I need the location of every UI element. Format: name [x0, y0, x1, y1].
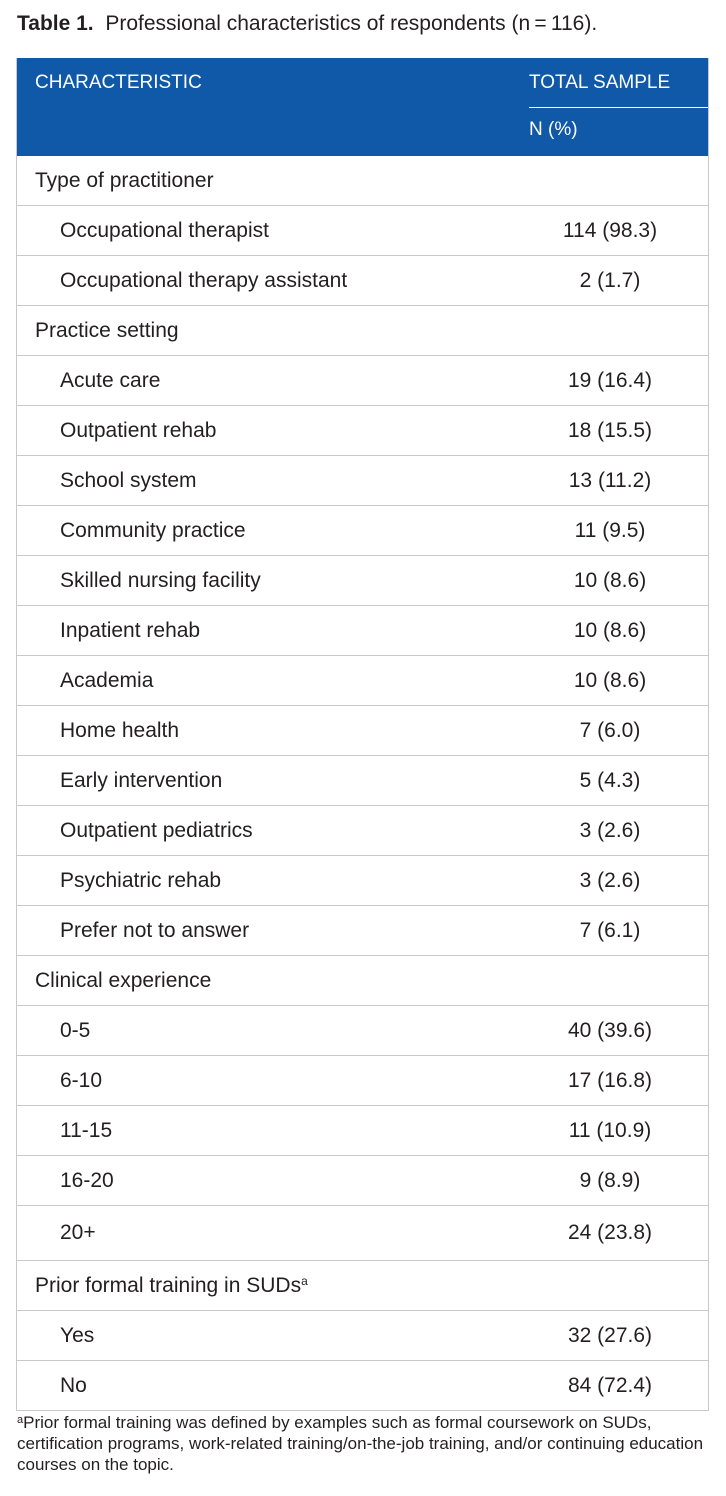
row-value: 32 (27.6) [567, 1323, 653, 1347]
row-label: School system [60, 468, 197, 492]
table-caption [17, 12, 597, 36]
footnote-marker: a [17, 1414, 24, 1426]
header-total-sample: TOTAL SAMPLE [529, 72, 671, 93]
section-title [35, 969, 211, 993]
row-value: 10 (8.6) [573, 568, 647, 592]
row-label: 11-15 [60, 1118, 113, 1142]
row-label: Psychiatric rehab [60, 868, 222, 892]
table-row [17, 755, 708, 805]
table-row [17, 905, 708, 955]
table-row [17, 805, 708, 855]
row-label: 0-5 [60, 1018, 91, 1042]
row-label: Yes [60, 1323, 95, 1347]
section-title [35, 319, 179, 343]
row-value: 114 (98.3) [562, 218, 658, 242]
row-label: Occupational therapist [60, 218, 269, 242]
section-title [35, 1274, 308, 1298]
section-title [35, 169, 214, 193]
table-row [17, 255, 708, 305]
header-divider [529, 107, 708, 108]
row-value: 13 (11.2) [568, 468, 652, 492]
table-row [17, 1205, 708, 1260]
section-title-text: Practice setting [35, 318, 179, 342]
row-label: Prefer not to answer [60, 918, 250, 942]
row-value: 84 (72.4) [567, 1373, 653, 1397]
section-row [17, 305, 708, 355]
row-label: Skilled nursing facility [60, 568, 261, 592]
table-row [17, 705, 708, 755]
row-value: 3 (2.6) [579, 818, 641, 842]
table-row [17, 855, 708, 905]
row-label: Academia [60, 668, 154, 692]
row-value: 2 (1.7) [579, 268, 641, 292]
row-label: Occupational therapy assistant [60, 268, 348, 292]
row-value: 24 (23.8) [567, 1221, 653, 1244]
row-label: Early intervention [60, 768, 223, 792]
table-title: Professional characteristics of respondents (n = 116). [105, 12, 598, 35]
table-row [17, 1310, 708, 1360]
row-label: 6-10 [60, 1068, 103, 1092]
table-row [17, 355, 708, 405]
row-value: 40 (39.6) [567, 1018, 653, 1042]
row-value: 3 (2.6) [579, 868, 641, 892]
section-title-text: Type of practitioner [35, 168, 214, 192]
table-row [17, 605, 708, 655]
row-label: Home health [60, 718, 180, 742]
table-row [17, 1105, 708, 1155]
row-label: Inpatient rehab [60, 618, 201, 642]
row-value: 11 (10.9) [568, 1118, 652, 1142]
table-header [17, 58, 708, 156]
section-row [17, 156, 708, 205]
row-value: 17 (16.8) [567, 1068, 653, 1092]
table-footnote [17, 1410, 717, 1475]
row-value: 5 (4.3) [579, 768, 641, 792]
row-value: 18 (15.5) [567, 418, 653, 442]
row-label: Community practice [60, 518, 246, 542]
section-title-text: Clinical experience [35, 968, 212, 992]
row-label: No [60, 1373, 87, 1397]
row-value: 11 (9.5) [574, 518, 646, 542]
row-value: 10 (8.6) [573, 668, 647, 692]
row-label: Acute care [60, 368, 161, 392]
table-row [17, 205, 708, 255]
row-value: 7 (6.0) [579, 718, 641, 742]
table-label: Table 1. [17, 12, 94, 35]
header-n-percent: N (%) [529, 119, 578, 140]
footnote-text: Prior formal training was defined by examples such as formal coursework on SUDs, certification programs, work-related training/on-the-job training, and/or continuing education courses on the topic. [17, 1413, 704, 1474]
table-row [17, 555, 708, 605]
section-row [17, 1260, 708, 1310]
row-value: 10 (8.6) [573, 618, 647, 642]
table-row [17, 1005, 708, 1055]
row-value: 19 (16.4) [567, 368, 653, 392]
section-title-text: Prior formal training in SUDs [35, 1273, 302, 1297]
table-row [17, 505, 708, 555]
row-label: Outpatient pediatrics [60, 818, 253, 842]
row-value: 7 (6.1) [579, 918, 641, 942]
table-body [17, 156, 708, 1410]
table-row [17, 405, 708, 455]
section-row [17, 955, 708, 1005]
footnote-reference: a [301, 1273, 308, 1288]
row-label: 20+ [60, 1221, 96, 1244]
table-row [17, 1360, 708, 1410]
header-characteristic: CHARACTERISTIC [35, 72, 202, 93]
table-row [17, 1055, 708, 1105]
row-label: Outpatient rehab [60, 418, 217, 442]
table-row [17, 455, 708, 505]
row-label: 16-20 [60, 1168, 114, 1192]
table-row [17, 655, 708, 705]
table-row [17, 1155, 708, 1205]
characteristics-table [16, 58, 709, 1411]
row-value: 9 (8.9) [579, 1168, 641, 1192]
